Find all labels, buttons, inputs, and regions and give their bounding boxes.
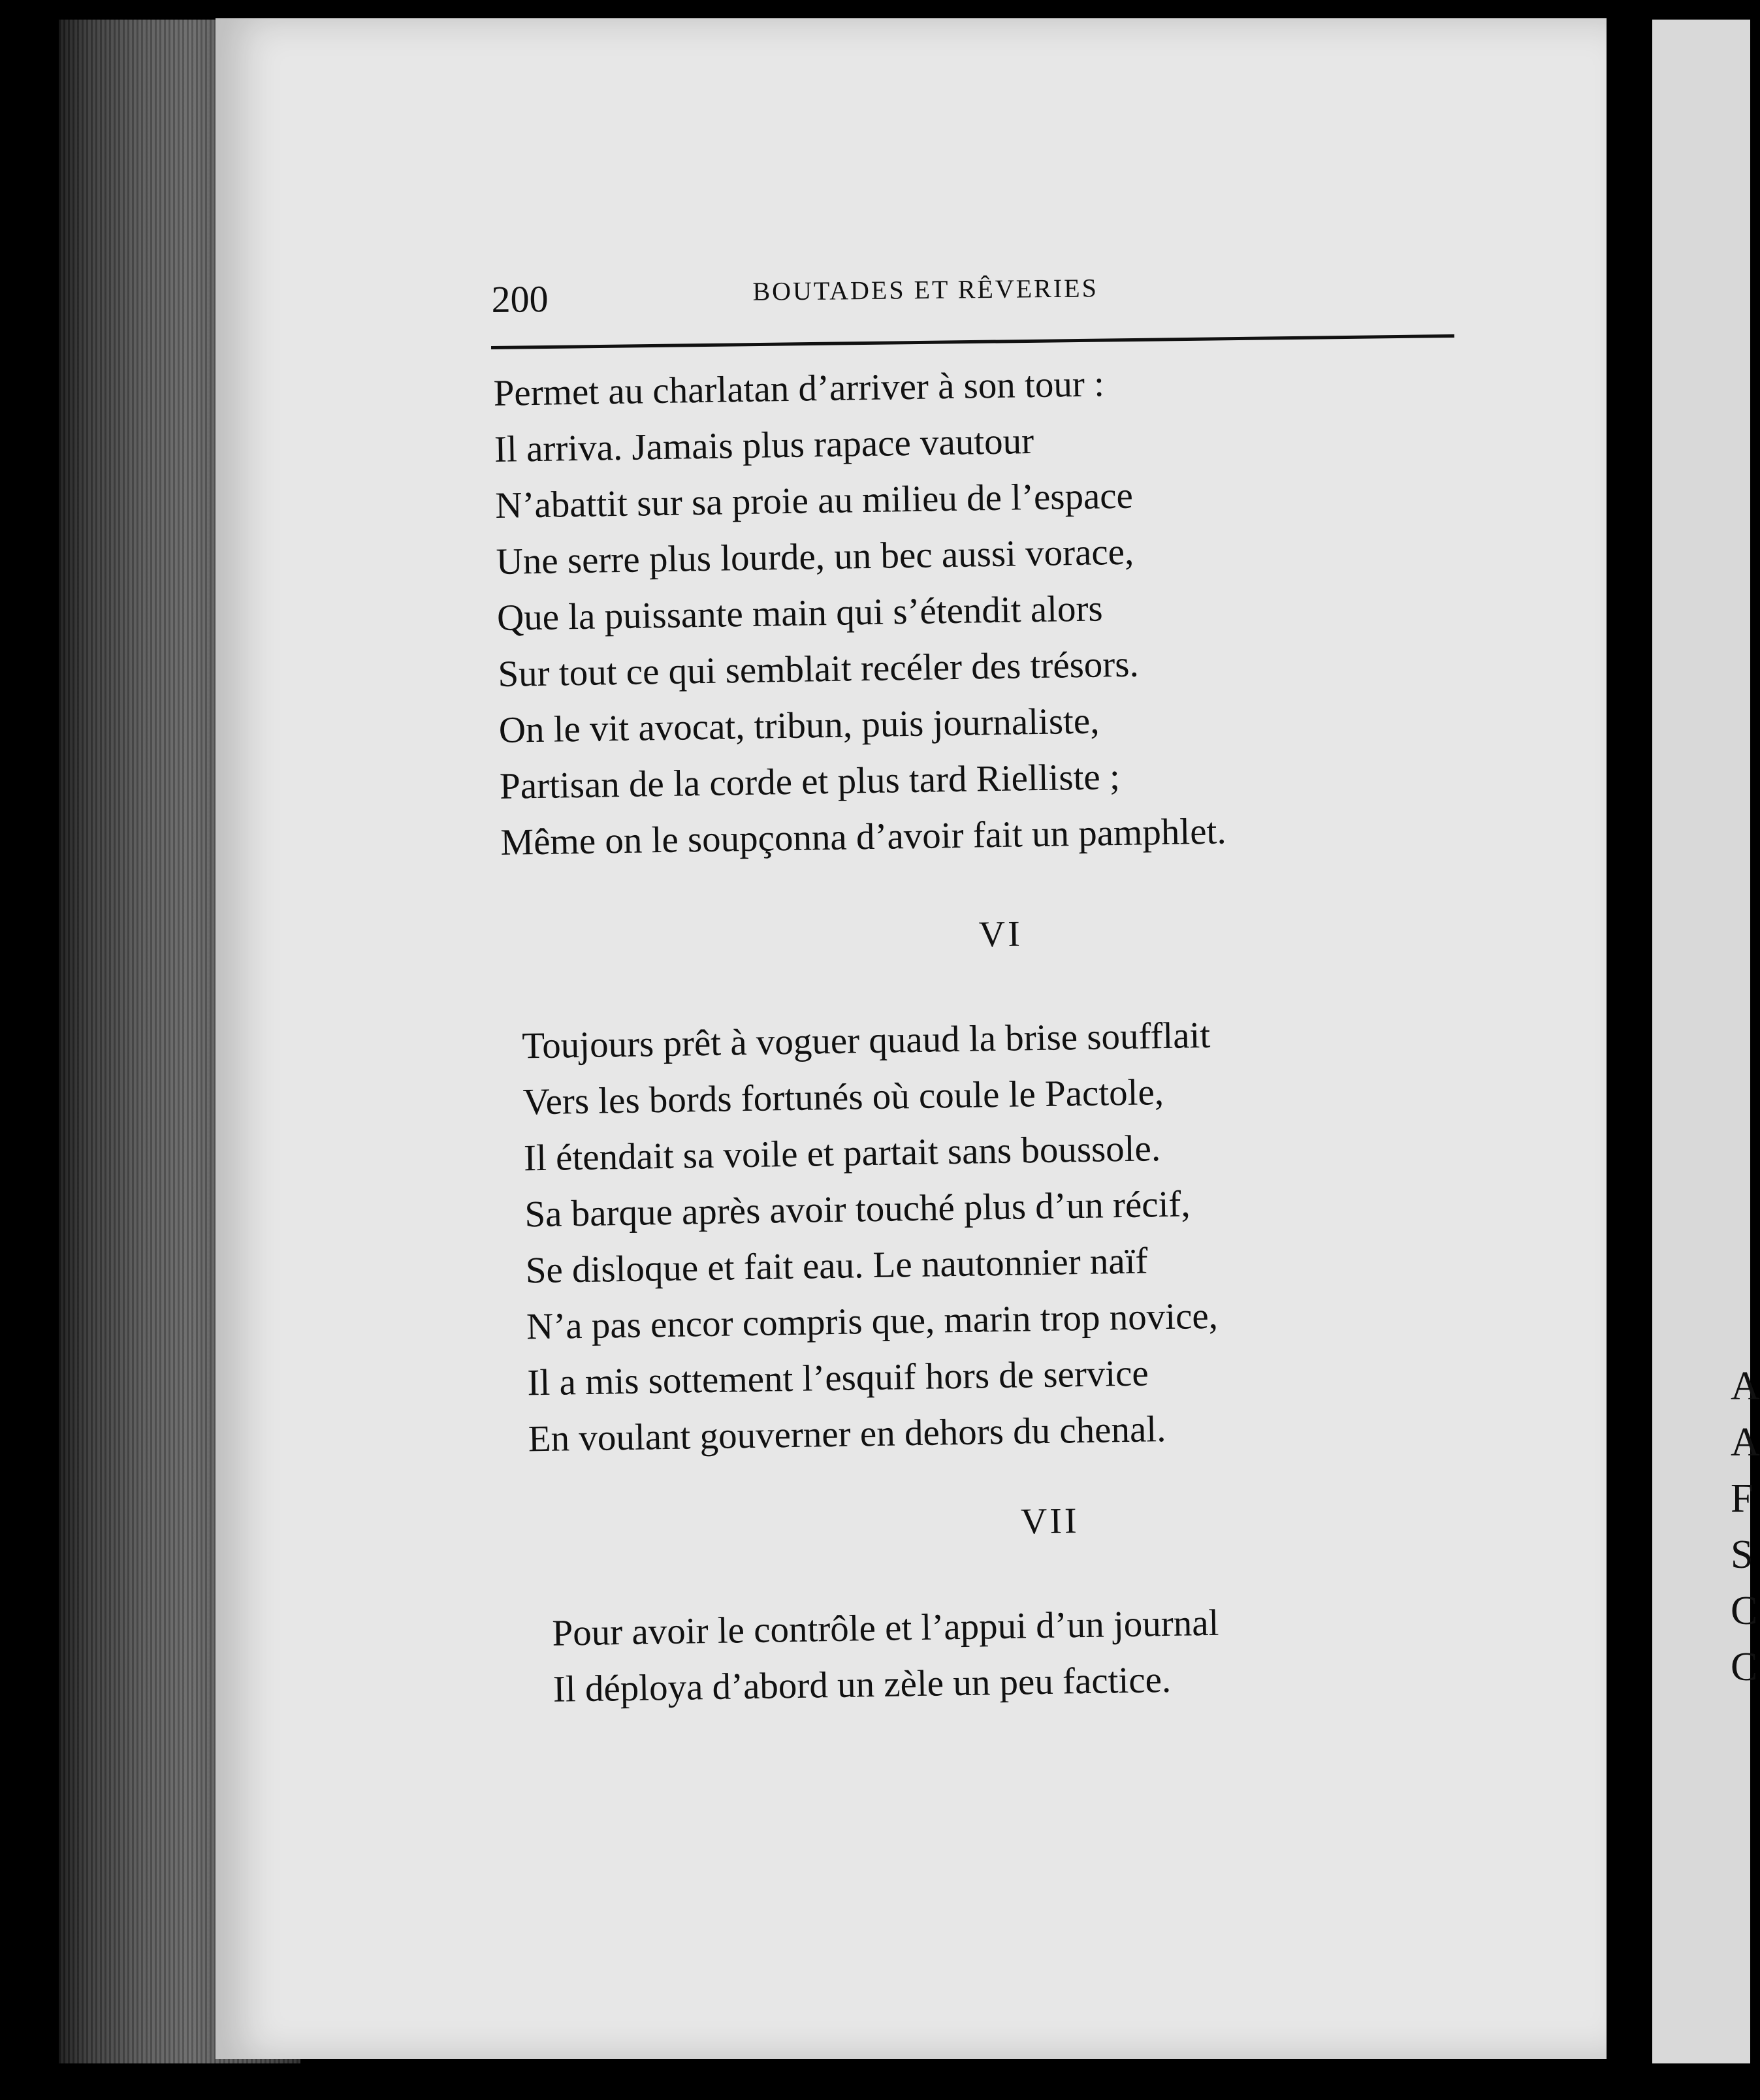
- stanza-1: [493, 355, 1226, 871]
- verse-line: Vers les bords fortunés où coule le Pactole,: [522, 1072, 1164, 1123]
- adjacent-letter: C: [1731, 1645, 1758, 1689]
- verse-line: Toujours prêt à voguer quaud la brise soufflait: [521, 1014, 1211, 1067]
- stanza-2: [522, 1008, 1221, 1468]
- section-heading-vii-wrap: [543, 1493, 1080, 1557]
- running-title: BOUTADES ET RÊVERIES: [752, 273, 1099, 306]
- page-number: 200: [491, 278, 549, 321]
- verse-line: Même on le soupçonna d’avoir fait un pamphlet.: [500, 810, 1227, 863]
- page-header: [491, 255, 1445, 321]
- verse-line: N’abattit sur sa proie au milieu de l’espace: [494, 475, 1134, 526]
- section-heading-vii: VII: [1020, 1501, 1080, 1542]
- adjacent-letter: A: [1731, 1364, 1760, 1408]
- verse-line: Il arriva. Jamais plus rapace vautour: [494, 421, 1034, 470]
- adjacent-letter: C: [1731, 1589, 1758, 1633]
- stanza-3: [552, 1595, 1221, 1718]
- verse-line: Il étendait sa voile et partait sans boussole.: [523, 1128, 1161, 1179]
- section-heading-vi: VI: [978, 914, 1023, 955]
- verse-line: Permet au charlatan d’arriver à son tour :: [493, 363, 1105, 414]
- verse-line: Pour avoir le contrôle et l’appui d’un journal: [552, 1602, 1219, 1654]
- section-heading-vi-wrap: [502, 906, 1023, 970]
- adjacent-letter: S: [1731, 1533, 1753, 1577]
- verse-line: Partisan de la corde et plus tard Rielliste ;: [499, 756, 1121, 807]
- verse-line: Une serre plus lourde, un bec aussi vorace,: [496, 531, 1134, 582]
- verse-line: En voulant gouverner en dehors du chenal.: [528, 1408, 1166, 1460]
- verse-line: Sa barque après avoir touché plus d’un récif,: [524, 1183, 1191, 1235]
- verse-line: Que la puissante main qui s’étendit alors: [496, 588, 1104, 639]
- verse-line: Il déploya d’abord un zèle un peu factice.: [552, 1659, 1172, 1710]
- adjacent-letter: A: [1731, 1420, 1760, 1465]
- adjacent-letter: F: [1731, 1476, 1753, 1521]
- verse-line: Se disloque et fait eau. Le nautonnier naïf: [525, 1240, 1148, 1292]
- verse-line: Sur tout ce qui semblait recéler des trésors.: [497, 643, 1140, 695]
- verse-line: N’a pas encor compris que, marin trop novice,: [526, 1295, 1219, 1348]
- verse-line: On le vit avocat, tribun, puis journaliste,: [498, 700, 1100, 751]
- verse-line: Il a mis sottement l’esquif hors de service: [526, 1352, 1149, 1404]
- adjacent-page: [1652, 20, 1750, 2063]
- adjacent-page-letters: [1731, 1358, 1760, 1695]
